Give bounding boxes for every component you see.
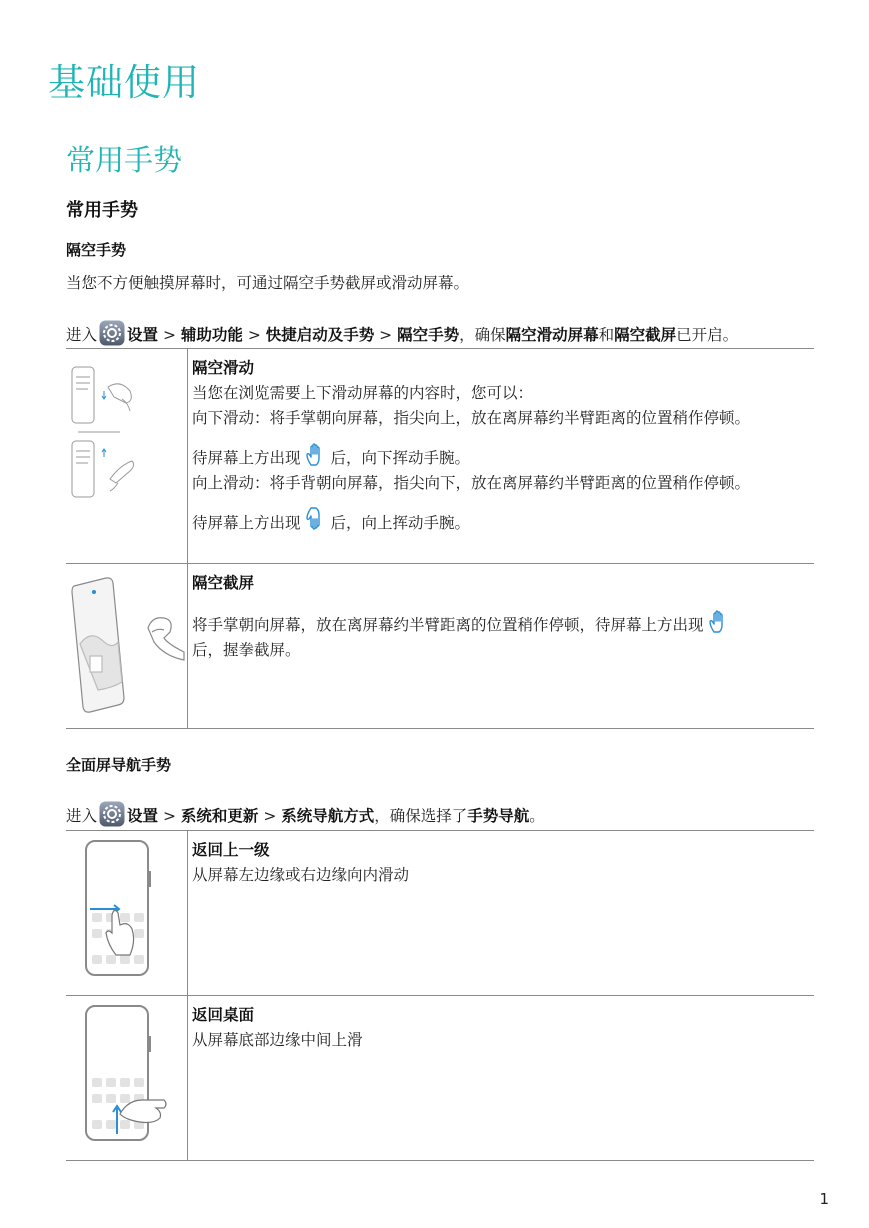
swipe-down-step: 向下滑动：将手掌朝向屏幕，指尖向上，放在离屏幕约半臂距离的位置稍作停顿。 bbox=[192, 409, 751, 427]
air-swipe-cell bbox=[188, 349, 815, 564]
back-gesture-desc: 从屏幕左边缘或右边缘向内滑动 bbox=[192, 866, 410, 884]
back-gesture-illustration bbox=[66, 831, 188, 996]
air-gesture-title: 隔空手势 bbox=[66, 241, 127, 259]
page-number: 1 bbox=[819, 1190, 829, 1208]
air-gesture-path: 进入 设置 > 辅助功能 > 快捷启动及手势 > 隔空手势，确保隔空滑动屏幕和隔空截屏已开启。 bbox=[66, 320, 738, 346]
section-title: 常用手势 bbox=[66, 143, 183, 177]
home-gesture-cell bbox=[188, 996, 815, 1161]
table-row bbox=[66, 564, 814, 729]
settings-icon bbox=[99, 801, 125, 827]
swipe-up-step: 向上滑动：将手背朝向屏幕，指尖向下，放在离屏幕约半臂距离的位置稍作停顿。 bbox=[192, 474, 751, 492]
chapter-title: 基础使用 bbox=[48, 61, 200, 104]
nav-gesture-path: 进入 设置 > 系统和更新 > 系统导航方式，确保选择了手势导航。 bbox=[66, 801, 545, 827]
table-row bbox=[66, 996, 814, 1161]
air-swipe-illustration bbox=[66, 349, 188, 564]
palm-hand-icon bbox=[706, 608, 732, 634]
air-swipe-desc: 当您在浏览需要上下滑动屏幕的内容时，您可以： bbox=[192, 384, 534, 402]
air-screenshot-title: 隔空截屏 bbox=[192, 574, 255, 592]
air-screenshot-desc: 将手掌朝向屏幕，放在离屏幕约半臂距离的位置稍作停顿，待屏幕上方出现 bbox=[192, 608, 814, 638]
back-hand-icon bbox=[303, 506, 329, 532]
swipe-up-hint: 待屏幕上方出现 后，向上挥动手腕。 bbox=[192, 506, 814, 536]
back-gesture-title: 返回上一级 bbox=[192, 841, 270, 859]
air-gesture-intro: 当您不方便触摸屏幕时，可通过隔空手势截屏或滑动屏幕。 bbox=[66, 274, 470, 292]
subsection-title: 常用手势 bbox=[66, 200, 138, 221]
air-screenshot-cell bbox=[188, 564, 815, 729]
nav-gesture-table bbox=[66, 830, 814, 1161]
settings-icon bbox=[99, 320, 125, 346]
table-row bbox=[66, 831, 814, 996]
swipe-down-hint: 待屏幕上方出现 后，向下挥动手腕。 bbox=[192, 441, 814, 471]
palm-hand-icon bbox=[303, 441, 329, 467]
home-gesture-desc: 从屏幕底部边缘中间上滑 bbox=[192, 1031, 363, 1049]
home-gesture-illustration bbox=[66, 996, 188, 1161]
air-gesture-table bbox=[66, 348, 814, 729]
air-swipe-title: 隔空滑动 bbox=[192, 359, 255, 377]
table-row bbox=[66, 349, 814, 564]
back-gesture-cell bbox=[188, 831, 815, 996]
nav-gesture-title: 全面屏导航手势 bbox=[66, 756, 172, 774]
home-gesture-title: 返回桌面 bbox=[192, 1006, 255, 1024]
air-screenshot-illustration bbox=[66, 564, 188, 729]
air-screenshot-desc-cont: 后，握拳截屏。 bbox=[192, 641, 301, 659]
